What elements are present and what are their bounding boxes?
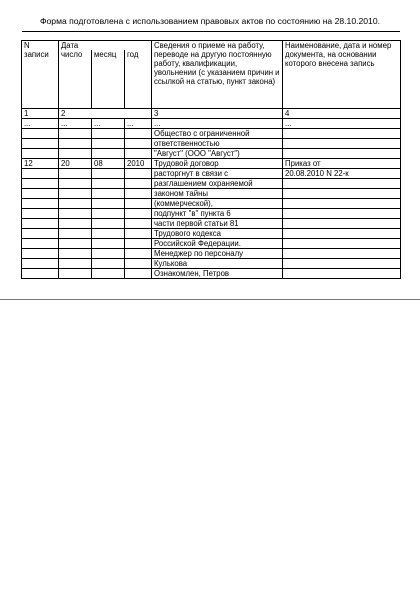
work-book-table <box>21 40 401 279</box>
entry-info-line: Кулькова <box>152 258 283 268</box>
entry-number: 12 <box>22 158 59 168</box>
ellipsis-row <box>22 118 401 128</box>
org-line: "Август" (ООО "Август") <box>152 148 283 158</box>
entry-month: 08 <box>92 158 125 168</box>
entry-info-line: подпункт "в" пункта 6 <box>152 208 283 218</box>
dots-cell: ... <box>152 118 283 128</box>
dots-cell: ... <box>92 118 125 128</box>
header-entry-number: N записи <box>22 41 59 109</box>
header-info: Сведения о приеме на работу, переводе на другую постоянную работу, квалификации, увольнении (с указанием причин и ссылкой на статью, пункт закона) <box>152 41 283 109</box>
entry-doc-line: 20.08.2010 N 22-к <box>283 168 401 178</box>
entry-row <box>22 168 401 178</box>
form-note: Форма подготовлена с использованием правовых актов по состоянию на 28.10.2010. <box>39 16 380 26</box>
colnum-2: 2 <box>59 108 152 118</box>
entry-row <box>22 178 401 188</box>
entry-row <box>22 158 401 168</box>
header-row-1 <box>22 41 401 51</box>
header-document: Наименование, дата и номер документа, на основании которого внесена запись <box>283 41 401 109</box>
header-month: месяц <box>92 50 125 108</box>
org-row <box>22 138 401 148</box>
colnum-3: 3 <box>152 108 283 118</box>
entry-row <box>22 228 401 238</box>
entry-info-line: Менеджер по персоналу <box>152 248 283 258</box>
entry-row <box>22 258 401 268</box>
org-line: Общество с ограниченной <box>152 128 283 138</box>
entry-info-line: Ознакомлен, Петров <box>152 268 283 278</box>
entry-info-line: расторгнут в связи с <box>152 168 283 178</box>
entry-row <box>22 238 401 248</box>
colnum-4: 4 <box>283 108 401 118</box>
dots-cell: ... <box>283 118 401 128</box>
entry-row <box>22 208 401 218</box>
entry-row <box>22 198 401 208</box>
entry-doc-line: Приказ от <box>283 158 401 168</box>
entry-row <box>22 268 401 278</box>
bottom-divider <box>0 299 420 300</box>
entry-info-line: разглашением охраняемой <box>152 178 283 188</box>
entry-day: 20 <box>59 158 92 168</box>
header-date: Дата <box>59 41 152 51</box>
colnum-1: 1 <box>22 108 59 118</box>
top-divider <box>22 31 400 32</box>
entry-info-line: Трудового кодекса <box>152 228 283 238</box>
dots-cell: ... <box>125 118 152 128</box>
entry-row <box>22 188 401 198</box>
entry-info-line: законом тайны <box>152 188 283 198</box>
org-line: ответственностью <box>152 138 283 148</box>
entry-row <box>22 248 401 258</box>
entry-info-line: (коммерческой), <box>152 198 283 208</box>
entry-row <box>22 218 401 228</box>
column-number-row <box>22 108 401 118</box>
entry-year: 2010 <box>125 158 152 168</box>
org-row <box>22 148 401 158</box>
dots-cell: ... <box>22 118 59 128</box>
org-row <box>22 128 401 138</box>
entry-info-line: Трудовой договор <box>152 158 283 168</box>
header-year: год <box>125 50 152 108</box>
entry-info-line: части первой статьи 81 <box>152 218 283 228</box>
entry-info-line: Российской Федерации. <box>152 238 283 248</box>
header-day: число <box>59 50 92 108</box>
dots-cell: ... <box>59 118 92 128</box>
